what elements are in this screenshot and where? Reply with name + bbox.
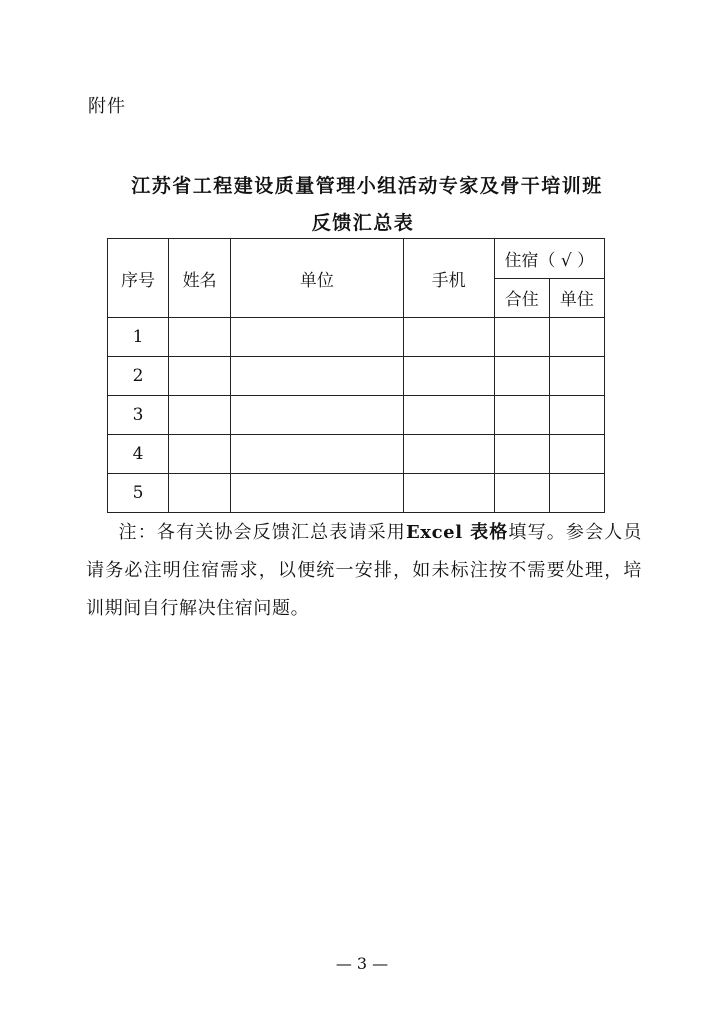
row-seq: 3 bbox=[108, 396, 169, 435]
row-single-cell[interactable] bbox=[549, 357, 604, 396]
header-unit: 单位 bbox=[231, 239, 403, 318]
row-seq: 4 bbox=[108, 435, 169, 474]
row-shared-cell[interactable] bbox=[494, 435, 549, 474]
row-single-cell[interactable] bbox=[549, 318, 604, 357]
note-suffix: 填写。参会人员请务必注明住宿需求，以便统一安排，如未标注按不需要处理，培训期间自行解决住宿问题。 bbox=[86, 522, 642, 619]
row-unit-cell[interactable] bbox=[231, 318, 403, 357]
row-phone-cell[interactable] bbox=[403, 474, 494, 513]
note-prefix: 注：各有关协会反馈汇总表请采用 bbox=[118, 522, 406, 543]
row-single-cell[interactable] bbox=[549, 435, 604, 474]
header-seq: 序号 bbox=[108, 239, 169, 318]
row-single-cell[interactable] bbox=[549, 396, 604, 435]
table-row bbox=[108, 318, 605, 357]
header-name: 姓名 bbox=[169, 239, 231, 318]
row-phone-cell[interactable] bbox=[403, 435, 494, 474]
table-row bbox=[108, 435, 605, 474]
row-single-cell[interactable] bbox=[549, 474, 604, 513]
document-title: 江苏省工程建设质量管理小组活动专家及骨干培训班 bbox=[131, 175, 603, 197]
row-unit-cell[interactable] bbox=[231, 357, 403, 396]
table-row bbox=[108, 357, 605, 396]
page-number: — 3 — bbox=[335, 954, 389, 973]
table-header-row bbox=[108, 239, 605, 279]
row-shared-cell[interactable] bbox=[494, 474, 549, 513]
row-name-cell[interactable] bbox=[169, 474, 231, 513]
row-name-cell[interactable] bbox=[169, 318, 231, 357]
note-paragraph bbox=[86, 514, 642, 628]
table-row bbox=[108, 474, 605, 513]
row-phone-cell[interactable] bbox=[403, 318, 494, 357]
header-shared: 合住 bbox=[494, 278, 549, 318]
row-seq: 1 bbox=[108, 318, 169, 357]
row-phone-cell[interactable] bbox=[403, 357, 494, 396]
row-shared-cell[interactable] bbox=[494, 357, 549, 396]
row-seq: 5 bbox=[108, 474, 169, 513]
row-phone-cell[interactable] bbox=[403, 396, 494, 435]
document-subtitle: 反馈汇总表 bbox=[311, 212, 415, 234]
row-unit-cell[interactable] bbox=[231, 396, 403, 435]
row-name-cell[interactable] bbox=[169, 357, 231, 396]
row-shared-cell[interactable] bbox=[494, 396, 549, 435]
row-name-cell[interactable] bbox=[169, 396, 231, 435]
table-row bbox=[108, 396, 605, 435]
attachment-label: 附件 bbox=[88, 96, 126, 117]
row-unit-cell[interactable] bbox=[231, 435, 403, 474]
row-unit-cell[interactable] bbox=[231, 474, 403, 513]
row-shared-cell[interactable] bbox=[494, 318, 549, 357]
feedback-summary-table bbox=[107, 238, 605, 513]
row-seq: 2 bbox=[108, 357, 169, 396]
note-emphasis: Excel 表格 bbox=[405, 522, 509, 543]
header-lodging: 住宿（ √ ） bbox=[494, 239, 604, 279]
row-name-cell[interactable] bbox=[169, 435, 231, 474]
header-phone: 手机 bbox=[403, 239, 494, 318]
header-single: 单住 bbox=[549, 278, 604, 318]
